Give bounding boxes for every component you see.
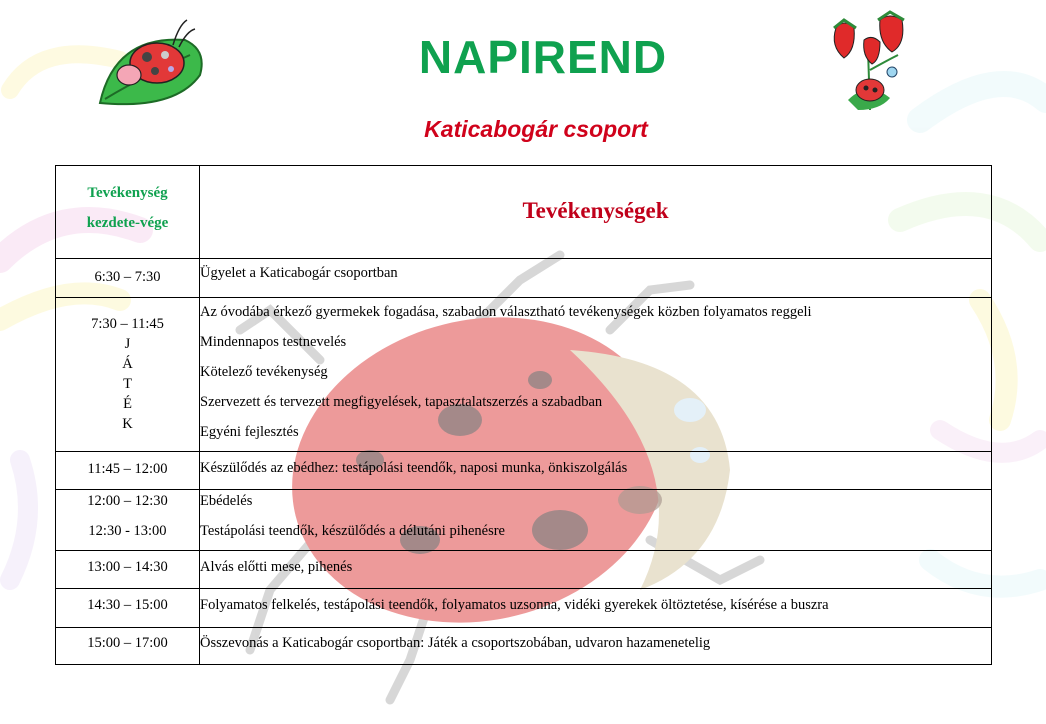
vertical-letter: J — [124, 336, 131, 352]
vertical-letter: T — [123, 376, 132, 392]
activity-text: Mindennapos testnevelés — [200, 334, 347, 350]
time-range: 7:30 – 11:45 — [91, 316, 164, 332]
activity-text: Összevonás a Katicabogár csoportban: Játék a csoportszobában, udvaron hazamenetelig — [200, 635, 711, 651]
activity-text: Ebédelés — [200, 493, 253, 509]
activity-text: Készülődés az ebédhez: testápolási teendők, naposi munka, önkiszolgálás — [200, 460, 628, 476]
vertical-letter: Á — [122, 356, 133, 372]
table-row — [56, 259, 992, 298]
activity-text: Testápolási teendők, készülődés a délutáni pihenésre — [200, 523, 505, 539]
group-subtitle: Katicabogár csoport — [424, 116, 648, 142]
time-range: 15:00 – 17:00 — [87, 635, 168, 651]
time-range: 12:30 - 13:00 — [88, 523, 167, 539]
table-row — [56, 628, 992, 665]
activity-text: Kötelező tevékenység — [200, 364, 328, 380]
activity-text: Az óvodába érkező gyermekek fogadása, szabadon választható tevékenységek közben folyamatos reggeli — [200, 304, 812, 320]
time-header-line: Tevékenység — [87, 185, 168, 201]
table-header-row — [56, 166, 992, 259]
activity-text: Szervezett és tervezett megfigyelések, tapasztalatszerzés a szabadban — [200, 394, 603, 410]
time-range: 13:00 – 14:30 — [87, 559, 168, 575]
table-row — [56, 452, 992, 490]
page-title: NAPIREND — [418, 31, 668, 83]
table-row — [56, 589, 992, 628]
activity-column-header — [200, 166, 992, 259]
time-header-line: kezdete-vége — [86, 215, 169, 231]
time-column-header — [56, 166, 200, 259]
time-range: 11:45 – 12:00 — [87, 461, 168, 477]
table-row — [56, 551, 992, 589]
table-row — [56, 490, 992, 551]
activity-text: Folyamatos felkelés, testápolási teendők, folyamatos uzsonna, vidéki gyerekek öltöztetése, kísérése a buszra — [200, 597, 829, 613]
activity-text: Ügyelet a Katicabogár csoportban — [200, 265, 398, 281]
time-range: 6:30 – 7:30 — [94, 269, 161, 285]
activity-text: Alvás előtti mese, pihenés — [200, 559, 353, 575]
table-row — [56, 298, 992, 452]
daily-schedule-table — [55, 165, 992, 665]
activity-header-text: Tevékenységek — [522, 198, 669, 223]
vertical-letter: K — [122, 416, 133, 432]
time-range: 12:00 – 12:30 — [87, 493, 168, 509]
vertical-letter: É — [123, 396, 132, 412]
activity-text: Egyéni fejlesztés — [200, 424, 299, 440]
time-range: 14:30 – 15:00 — [87, 597, 168, 613]
